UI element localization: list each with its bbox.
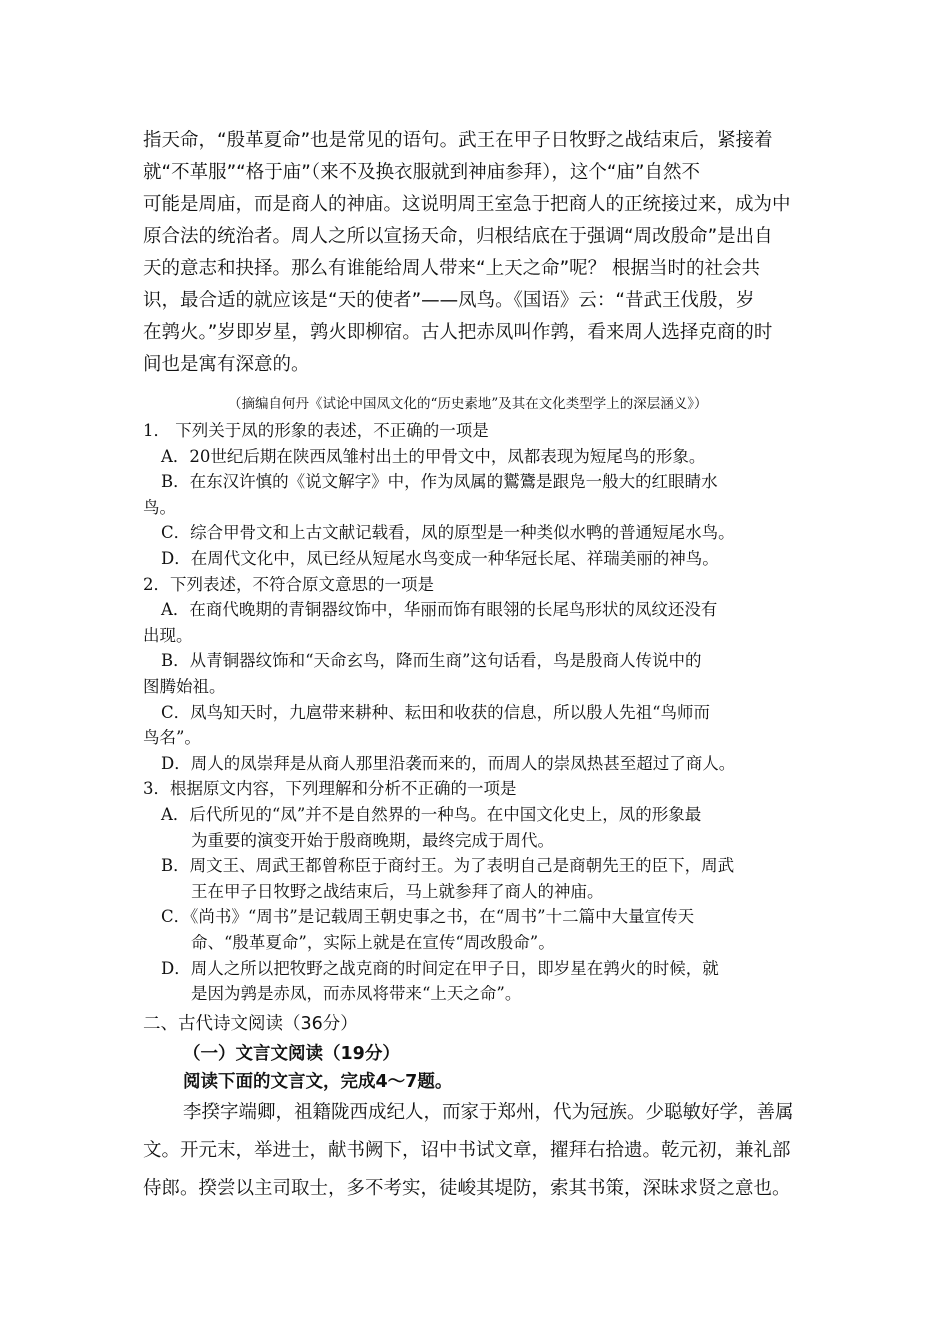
option-d-cont: 是因为鹑是赤凤，而赤凤将带来“上天之命”。 <box>191 984 522 1004</box>
passage-line: 在鹑火。”岁即岁星，鹑火即柳宿。古人把赤凤叫作鹑，看来周人选择克商的时 <box>143 322 773 343</box>
classical-line: 李揆字端卿，祖籍陇西成纪人，而家于郑州，代为冠族。少聪敏好学，善属 <box>183 1102 794 1123</box>
option-b: B．在东汉许慎的《说文解字》中，作为凤属的鸑鷟是跟凫一般大的红眼睛水 <box>161 472 718 492</box>
passage-line: 识，最合适的就应该是“天的使者”——凤鸟。《国语》云：“昔武王伐殷，岁 <box>143 290 755 311</box>
option-c: C．《尚书》“周书”是记载周王朝史事之书，在“周书”十二篇中大量宣传天 <box>161 907 695 927</box>
option-a: A．20世纪后期在陕西凤雏村出土的甲骨文中，凤都表现为短尾鸟的形象。 <box>161 446 706 466</box>
source-citation: （摘编自何丹《试论中国凤文化的“历史素地”及其在文化类型学上的深层涵义》） <box>228 396 708 412</box>
option-b-cont: 图腾始祖。 <box>143 676 226 696</box>
question-2 <box>143 572 823 777</box>
option-b: B．周文王、周武王都曾称臣于商纣王。为了表明自己是商朝先王的臣下，周武 <box>161 856 735 876</box>
option-a-cont: 为重要的演变开始于殷商晚期，最终完成于周代。 <box>191 830 554 850</box>
section-title: 二、古代诗文阅读（36分） <box>143 1014 358 1034</box>
question-stem: 3．根据原文内容，下列理解和分析不正确的一项是 <box>143 779 517 799</box>
instruction-text: 阅读下面的文言文，完成4～7题。 <box>183 1072 453 1092</box>
question-1 <box>143 418 823 572</box>
question-stem: 1． 下列关于凤的形象的表述，不正确的一项是 <box>143 421 489 440</box>
classical-line: 侍郎。揆尝以主司取士，多不考实，徒峻其堤防，索其书策，深昧求贤之意也。 <box>143 1178 791 1199</box>
classical-line: 文。开元末，举进士，献书阙下，诏中书试文章，擢拜右拾遗。乾元初，兼礼部 <box>143 1140 791 1161</box>
passage-line: 原合法的统治者。周人之所以宣扬天命，归根结底在于强调“周改殷命”是出自 <box>143 226 773 247</box>
question-3 <box>143 776 823 1006</box>
option-d: D．周人之所以把牧野之战克商的时间定在甲子日，即岁星在鹑火的时候，就 <box>161 958 719 978</box>
option-d: D．在周代文化中，凤已经从短尾水鸟变成一种华冠长尾、祥瑞美丽的神鸟。 <box>161 548 719 568</box>
passage-line: 就“不革服”“格于庙”（来不及换衣服就到神庙参拜），这个“庙”自然不 <box>143 162 701 183</box>
option-c: C．凤鸟知天时，九扈带来耕种、耘田和收获的信息，所以殷人先祖“鸟师而 <box>161 702 711 722</box>
passage-line: 天的意志和抉择。那么有谁能给周人带来“上天之命”呢？ 根据当时的社会共 <box>143 258 761 279</box>
option-c-cont: 鸟名”。 <box>143 728 201 748</box>
option-b-cont: 王在甲子日牧野之战结束后，马上就参拜了商人的神庙。 <box>191 881 604 901</box>
reading-passage <box>143 125 815 381</box>
passage-line: 指天命，“殷革夏命”也是常见的语句。武王在甲子日牧野之战结束后，紧接着 <box>143 130 773 151</box>
passage-line: 可能是周庙，而是商人的神庙。这说明周王室急于把商人的正统接过来，成为中 <box>143 194 791 215</box>
option-a: A．在商代晚期的青铜器纹饰中，华丽而饰有眼翎的长尾鸟形状的凤纹还没有 <box>161 600 718 620</box>
subsection-title: （一）文言文阅读（19分） <box>183 1044 400 1064</box>
option-c-cont: 命、“殷革夏命”，实际上就是在宣传“周改殷命”。 <box>191 932 555 952</box>
option-d: D．周人的凤崇拜是从商人那里沿袭而来的，而周人的崇凤热甚至超过了商人。 <box>161 753 736 773</box>
classical-passage <box>143 1094 815 1208</box>
passage-line: 间也是寓有深意的。 <box>143 354 310 375</box>
option-c: C．综合甲骨文和上古文献记载看，凤的原型是一种类似水鸭的普通短尾水鸟。 <box>161 523 735 543</box>
option-a-cont: 出现。 <box>143 625 193 645</box>
option-b: B．从青铜器纹饰和“天命玄鸟，降而生商”这句话看，鸟是殷商人传说中的 <box>161 651 702 671</box>
option-b-cont: 鸟。 <box>143 497 176 517</box>
question-stem: 2．下列表述，不符合原文意思的一项是 <box>143 574 434 594</box>
option-a: A．后代所见的“凤”并不是自然界的一种鸟。在中国文化史上，凤的形象最 <box>161 804 702 824</box>
